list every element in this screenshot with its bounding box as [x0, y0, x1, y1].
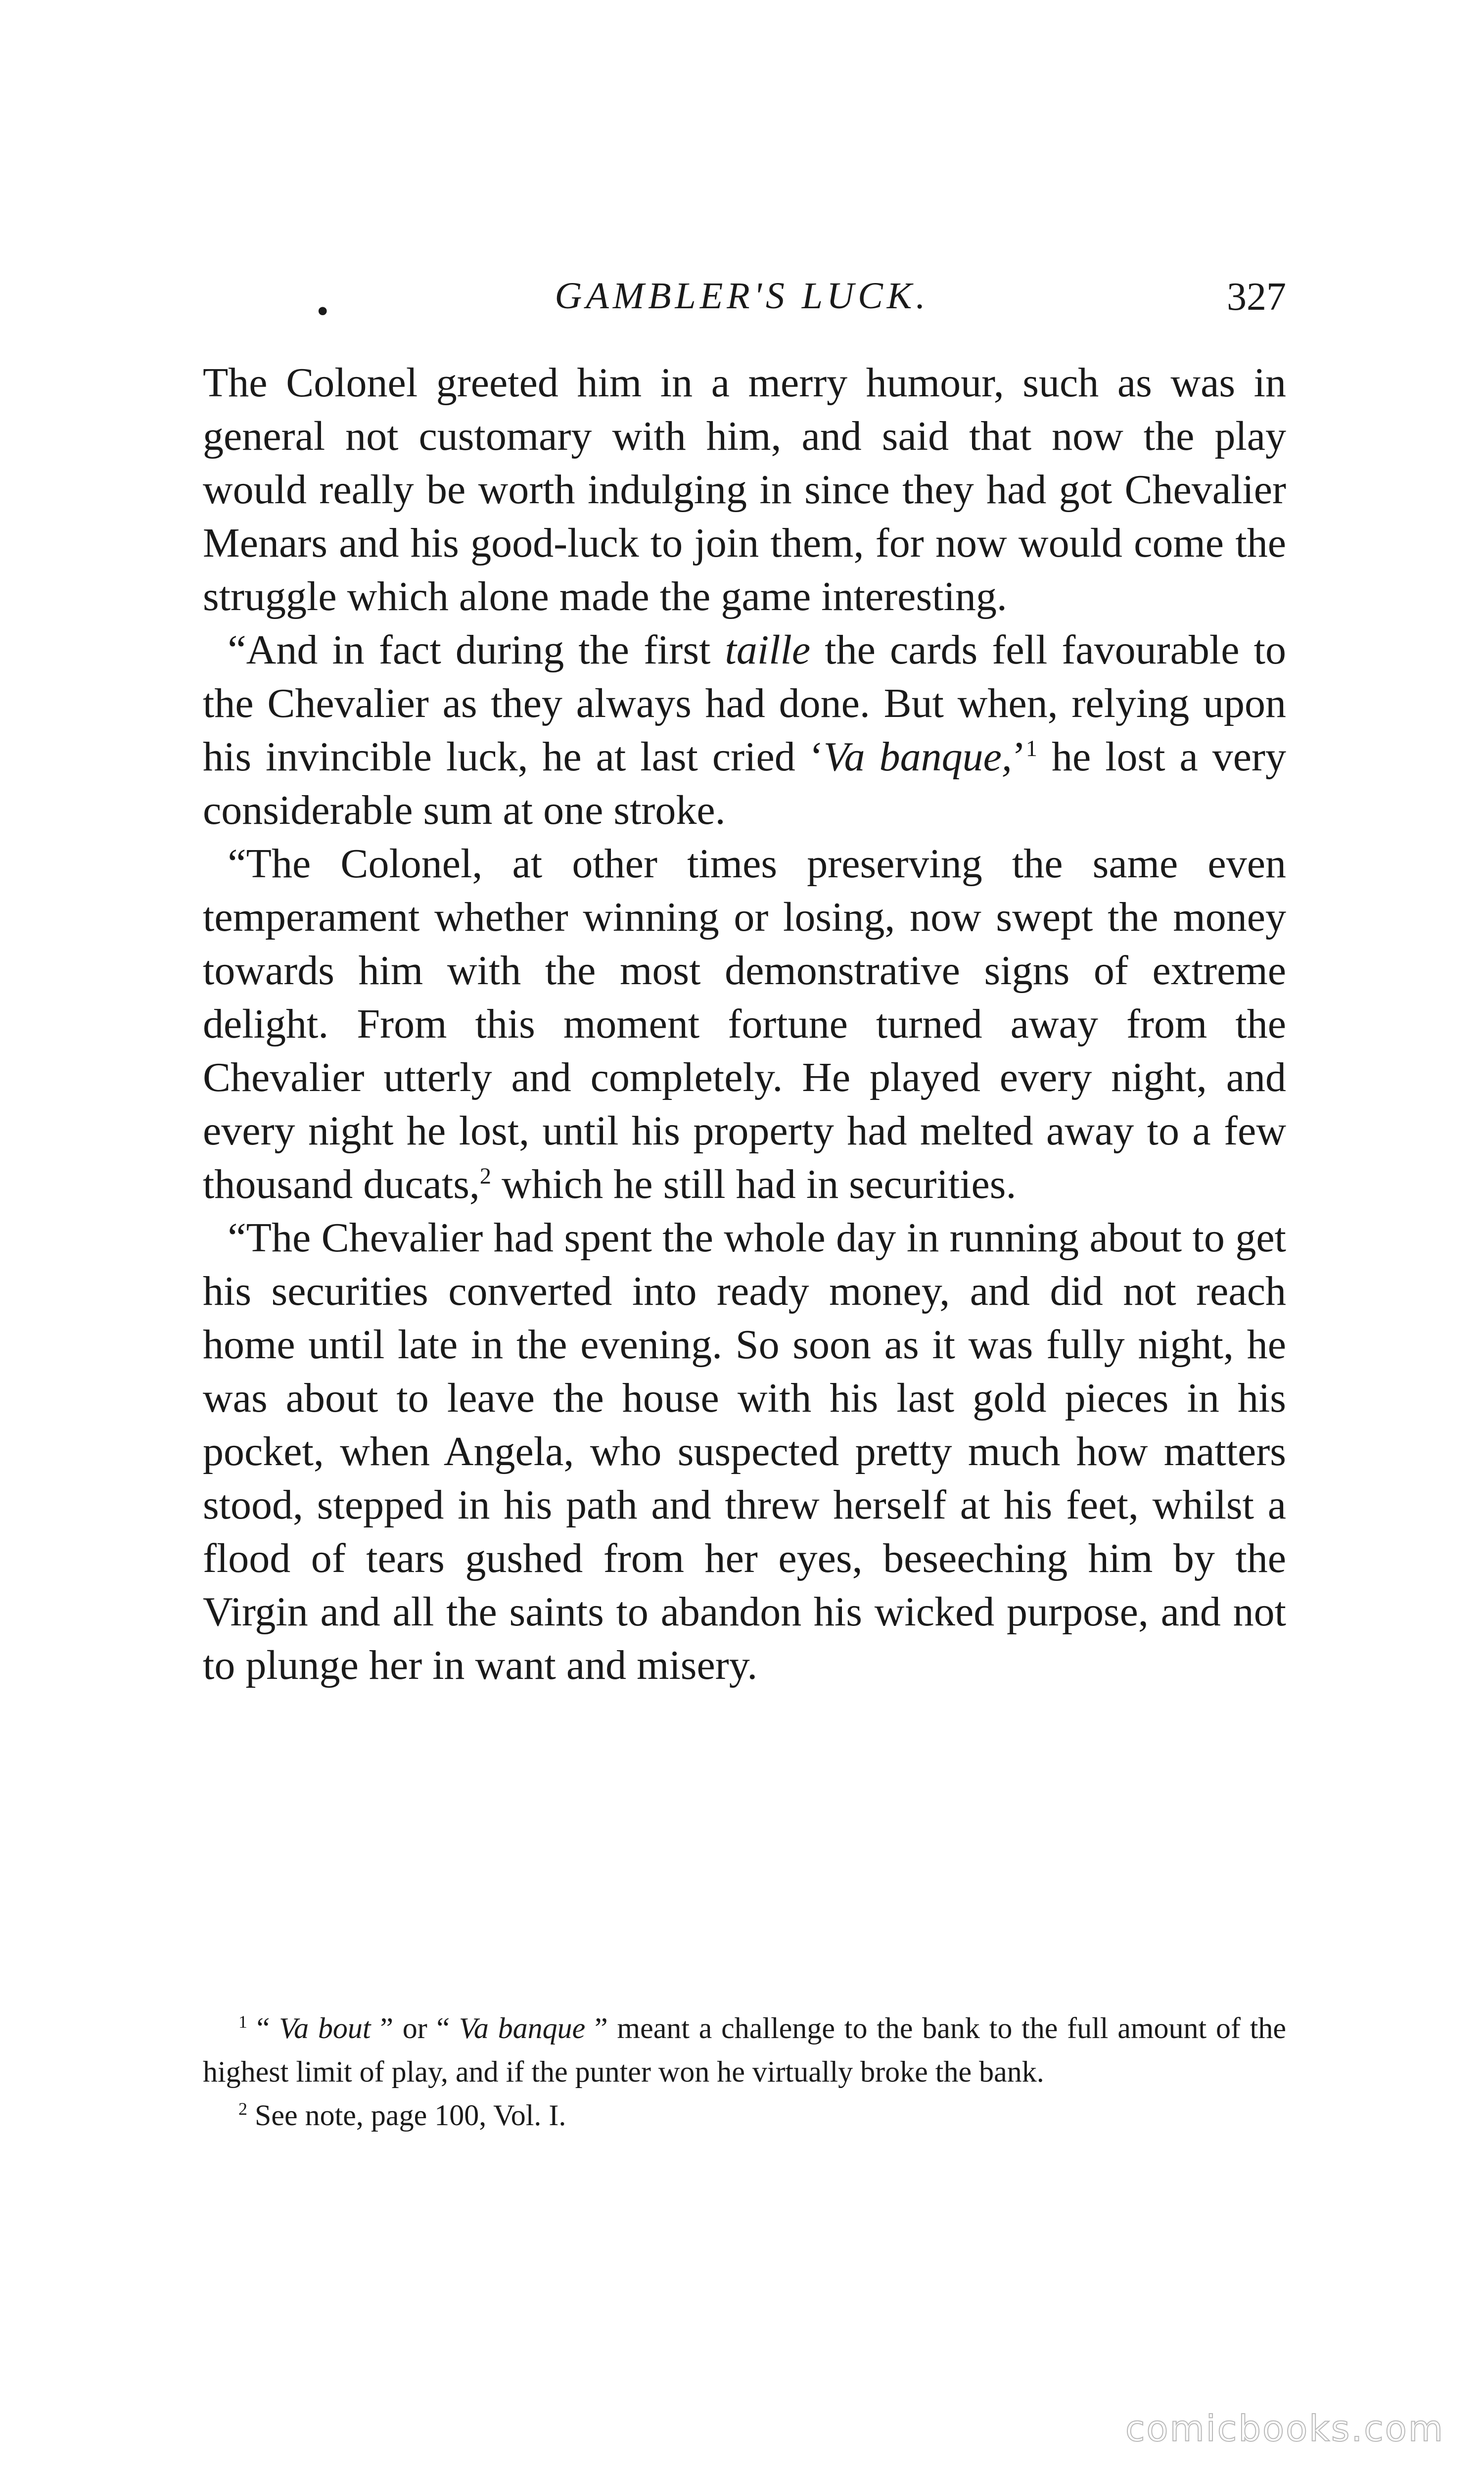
- italic-text: Va bout: [279, 2012, 371, 2045]
- watermark: comicbooks.com: [1125, 2408, 1444, 2449]
- text-run: ’: [1012, 734, 1026, 780]
- footnote: [203, 2093, 1286, 2137]
- text-run: See note, page 100, Vol. I.: [247, 2099, 566, 2132]
- text-run: “And in fact during the first: [228, 627, 725, 673]
- footnotes: [203, 2006, 1286, 2137]
- italic-text: Va banque,: [823, 734, 1012, 780]
- header-dot-mark: •: [317, 292, 329, 331]
- text-run: ” or “: [371, 2012, 459, 2045]
- footnote-marker: 1: [1025, 736, 1037, 761]
- text-run: “The Chevalier had spent the whole day in running about to get his securities converted into ready money, and did not reach home until late in the evening. So soon as it was fully night, he was about to leave the house with his last gold pieces in his pocket, when Angela, who suspected pretty much how matters stood, stepped in his path and threw herself at his feet, whilst a flood of tears gushed from her eyes, beseeching him by the Virgin and all the saints to abandon his wicked purpose, and not to plunge her in want and misery.: [203, 1215, 1286, 1688]
- page-number: 327: [1227, 275, 1286, 319]
- body-text: [203, 356, 1286, 1692]
- running-header: [198, 275, 1286, 329]
- text-run: “: [247, 2012, 279, 2045]
- text-run: ” meant a challenge to the bank to the full amount of the highest limit of play, and if the punter won he virtually broke the bank.: [203, 2012, 1286, 2088]
- running-title: GAMBLER'S LUCK.: [555, 275, 929, 317]
- footnote-marker: 2: [479, 1163, 491, 1189]
- paragraph: [203, 623, 1286, 837]
- text-run: which he still had in securities.: [491, 1161, 1017, 1207]
- text-run: The Colonel greeted him in a merry humour, such as was in general not customary with him, and said that now the play would really be worth indulging in since they had got Chevalier Menars and his good-luck to join them, for now would come the struggle which alone made the game interesting.: [203, 360, 1286, 619]
- italic-text: taille: [725, 627, 811, 673]
- text-run: “The Colonel, at other times preserving the same even temperament whether winning or losing, now swept the money towards him with the most demonstrative signs of extreme delight. From this moment fortune turned away from the Chevalier utterly and completely. He played every night, and every night he lost, until his property had melted away to a few thousand ducats,: [203, 841, 1286, 1207]
- text-run: the cards fell favourable to the Chevalier as they always had done. But when, relying upon his invincible luck, he at last cried ‘: [203, 627, 1286, 780]
- text-run: he lost a very considerable sum at one stroke.: [203, 734, 1287, 833]
- italic-text: Va banque: [459, 2012, 586, 2045]
- paragraph: [203, 356, 1286, 623]
- footnote-marker: 2: [238, 2099, 247, 2119]
- footnote-marker: 1: [238, 2012, 247, 2032]
- footnote: [203, 2006, 1286, 2093]
- paragraph: [203, 1211, 1286, 1692]
- paragraph: [203, 837, 1286, 1211]
